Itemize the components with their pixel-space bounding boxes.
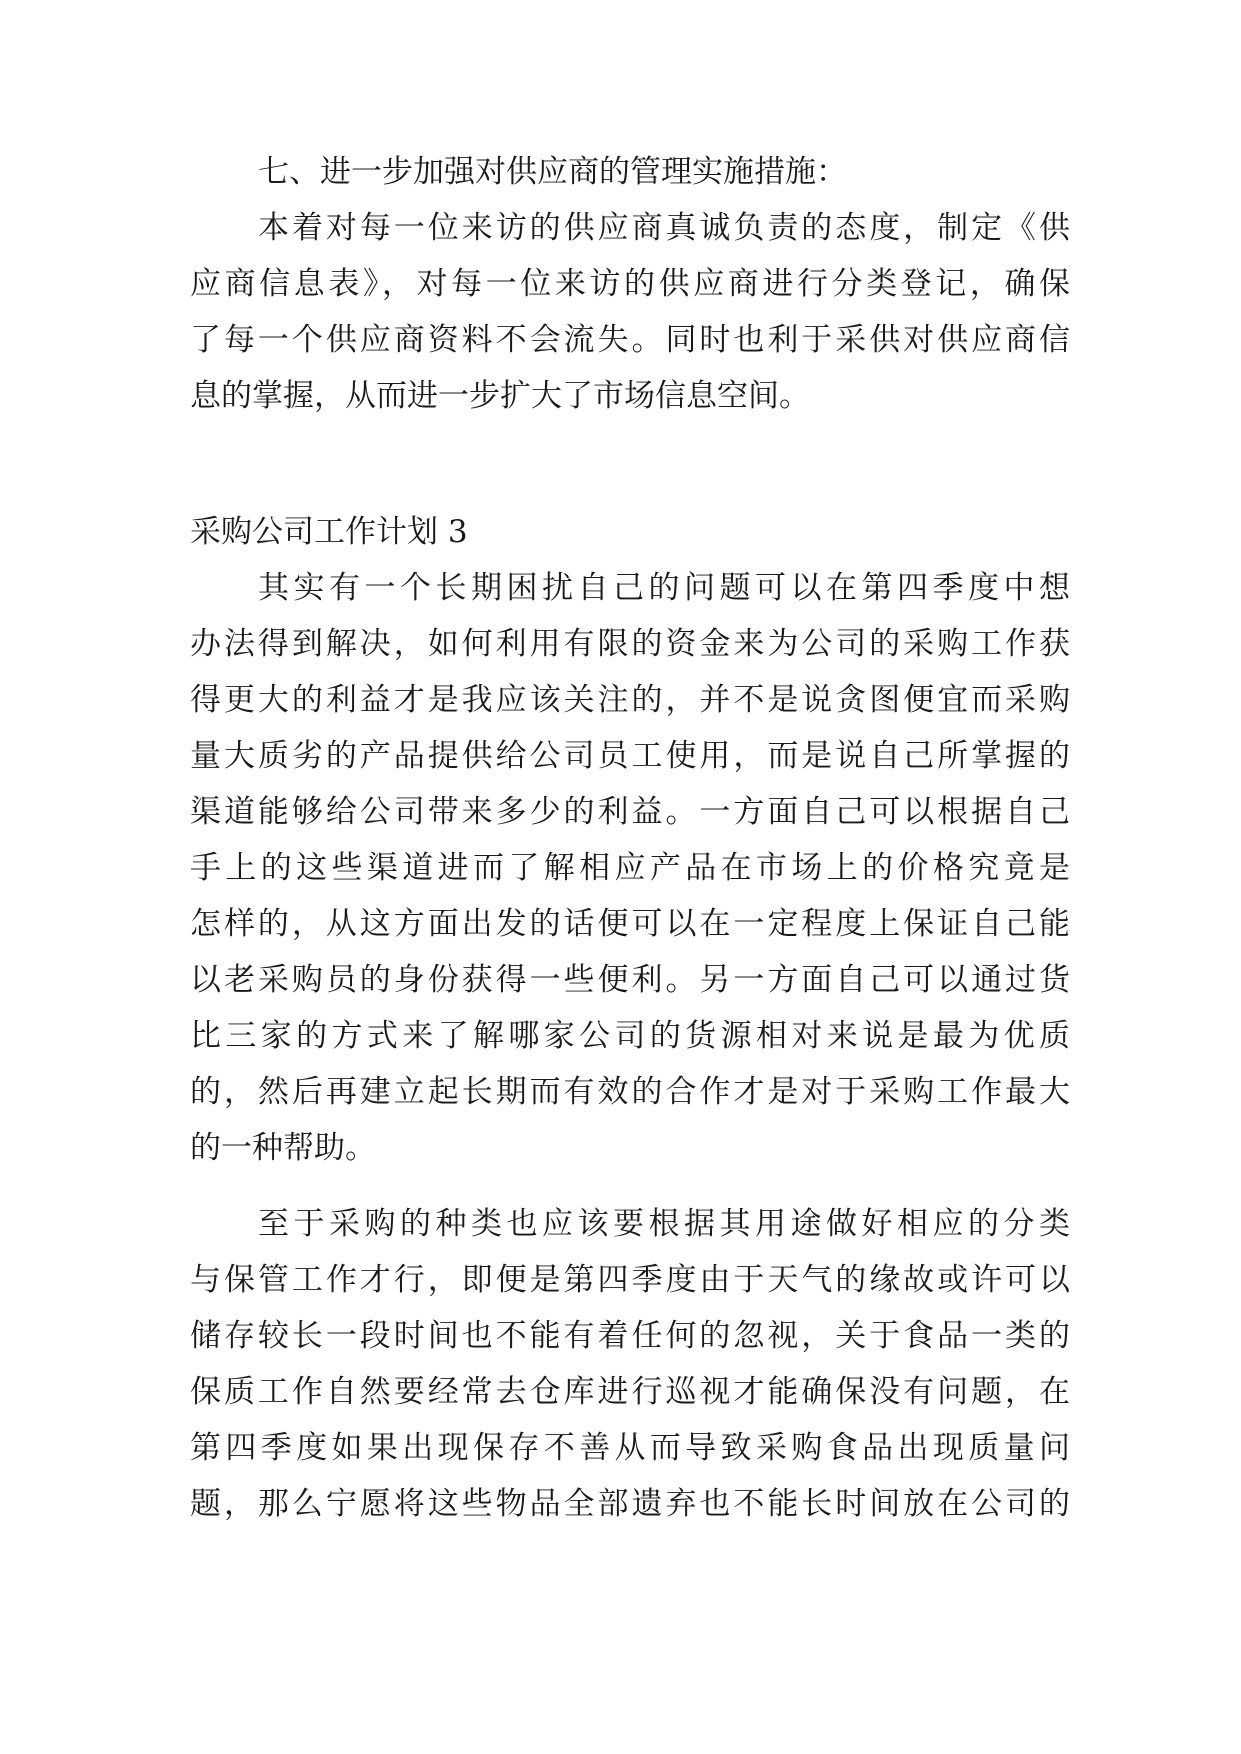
paragraph-line: 手上的这些渠道进而了解相应产品在市场上的价格究竟是 <box>190 850 1070 886</box>
section-heading: 七、进一步加强对供应商的管理实施措施： <box>258 154 847 190</box>
paragraph-line: 的，然后再建立起长期而有效的合作才是对于采购工作最大 <box>190 1074 1070 1110</box>
paragraph-line: 比三家的方式来了解哪家公司的货源相对来说是最为优质 <box>190 1018 1070 1054</box>
paragraph-line: 渠道能够给公司带来多少的利益。一方面自己可以根据自己 <box>190 794 1070 830</box>
paragraph-line: 得更大的利益才是我应该关注的，并不是说贪图便宜而采购 <box>190 682 1070 718</box>
paragraph-line: 办法得到解决，如何利用有限的资金来为公司的采购工作获 <box>190 626 1070 662</box>
paragraph-line: 题，那么宁愿将这些物品全部遗弃也不能长时间放在公司的 <box>190 1486 1070 1522</box>
plan-title: 采购公司工作计划 3 <box>190 514 468 550</box>
paragraph-line: 第四季度如果出现保存不善从而导致采购食品出现质量问 <box>190 1430 1070 1466</box>
paragraph-line: 量大质劣的产品提供给公司员工使用，而是说自己所掌握的 <box>190 738 1070 774</box>
paragraph-line: 其实有一个长期困扰自己的问题可以在第四季度中想 <box>258 570 1070 606</box>
paragraph-line: 与保管工作才行，即便是第四季度由于天气的缘故或许可以 <box>190 1262 1070 1298</box>
paragraph-line: 本着对每一位来访的供应商真诚负责的态度，制定《供 <box>258 210 1070 246</box>
paragraph-line: 怎样的，从这方面出发的话便可以在一定程度上保证自己能 <box>190 906 1070 942</box>
paragraph-line: 了每一个供应商资料不会流失。同时也利于采供对供应商信 <box>190 322 1070 358</box>
paragraph-line: 以老采购员的身份获得一些便利。另一方面自己可以通过货 <box>190 962 1070 998</box>
paragraph-line: 保质工作自然要经常去仓库进行巡视才能确保没有问题，在 <box>190 1374 1070 1410</box>
paragraph-line: 息的掌握，从而进一步扩大了市场信息空间。 <box>190 378 810 414</box>
paragraph-line: 的一种帮助。 <box>190 1130 376 1166</box>
paragraph-line: 至于采购的种类也应该要根据其用途做好相应的分类 <box>258 1206 1070 1242</box>
paragraph-line: 储存较长一段时间也不能有着任何的忽视，关于食品一类的 <box>190 1318 1070 1354</box>
paragraph-line: 应商信息表》，对每一位来访的供应商进行分类登记，确保 <box>190 266 1070 302</box>
